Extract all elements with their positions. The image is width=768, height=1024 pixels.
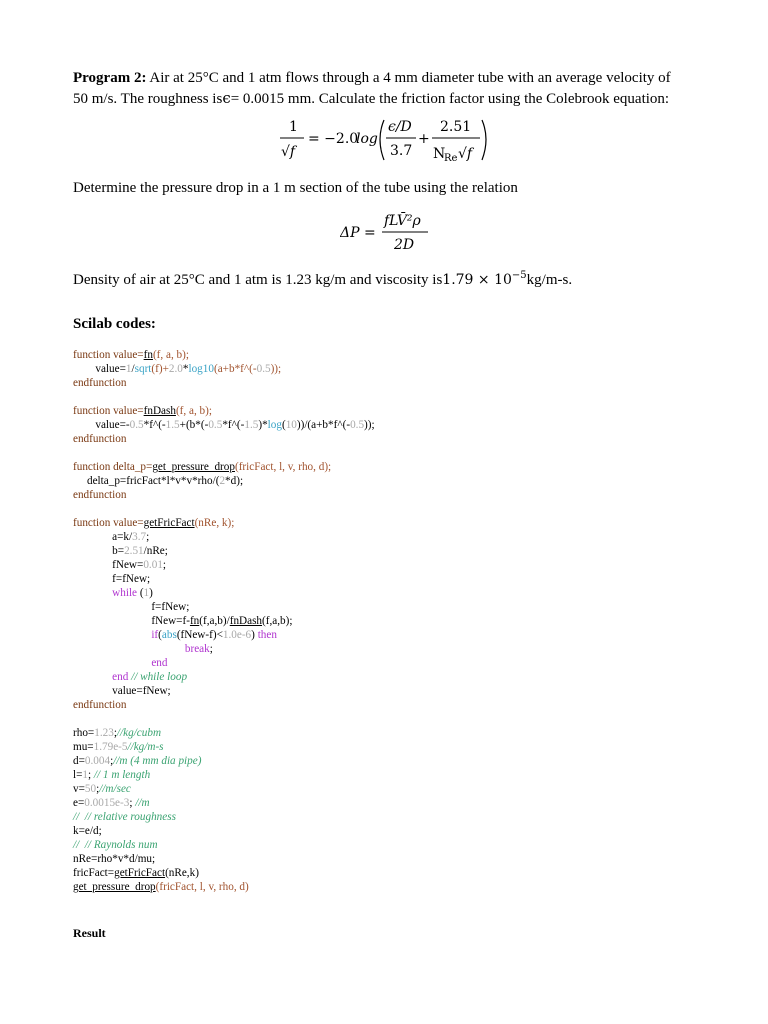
code-line <box>73 488 375 502</box>
code-line <box>73 418 375 432</box>
viscosity-exponent: −5 <box>511 270 527 281</box>
code-token: //m <box>135 797 150 809</box>
term1-denominator: 3.7 <box>390 143 413 159</box>
code-token: (nRe, k); <box>194 517 235 529</box>
log-label: log <box>356 131 378 147</box>
code-token: )); <box>270 363 282 375</box>
pressure-drop-equation <box>340 208 440 256</box>
code-token: / <box>131 363 135 375</box>
code-token: f=fNew; <box>73 573 151 585</box>
code-token: fn <box>189 615 200 627</box>
code-line <box>73 348 375 362</box>
code-line <box>73 558 375 572</box>
code-line <box>73 446 375 460</box>
code-line <box>73 726 375 740</box>
code-token: function delta_p= <box>73 461 153 473</box>
problem-line1: Air at 25°C and 1 atm flows through a 4 mm diameter tube with an average velocity of <box>146 70 671 86</box>
code-line <box>73 656 375 670</box>
code-line <box>73 754 375 768</box>
term2-den-sqrt: √f <box>458 146 473 162</box>
code-token: k=e/d; <box>73 825 102 837</box>
code-line <box>73 810 375 824</box>
code-token: ; <box>110 755 114 767</box>
code-token: ) <box>251 629 258 641</box>
code-token: mu= <box>73 741 94 753</box>
code-token: ) <box>258 419 263 431</box>
code-token: ; <box>129 797 136 809</box>
term2-den-sub: Re <box>444 153 458 164</box>
code-token: getFricFact <box>114 867 166 879</box>
code-token: rho= <box>73 727 95 739</box>
code-token: 0.0015e-3 <box>84 797 130 809</box>
code-token: function value= <box>73 349 144 361</box>
plus-sign: + <box>418 131 430 147</box>
code-token: (f)+ <box>151 363 169 375</box>
code-token: /nRe; <box>143 545 168 557</box>
code-token: ; <box>162 559 167 571</box>
code-token: ( <box>137 587 144 599</box>
code-token: // while loop <box>128 671 188 683</box>
code-token: 1 <box>143 587 150 599</box>
code-token: fnDash <box>229 615 263 627</box>
code-token: 50 <box>84 783 97 795</box>
code-line <box>73 376 375 390</box>
code-token <box>73 629 151 641</box>
result-heading: Result <box>73 926 106 940</box>
code-token: (f, a, b); <box>175 405 212 417</box>
code-token: e= <box>73 797 85 809</box>
code-token: get_pressure_drop <box>73 881 156 893</box>
code-token: ; <box>96 783 100 795</box>
code-token: l= <box>73 769 83 781</box>
code-token: 2 <box>219 475 226 487</box>
code-token: 1 <box>125 363 132 375</box>
code-token: // // relative roughness <box>73 811 176 823</box>
code-token: (f,a,b); <box>262 615 293 627</box>
code-token: endfunction <box>73 489 127 501</box>
pressure-intro: Determine the pressure drop in a 1 m section of the tube using the relation <box>73 180 518 196</box>
code-line <box>73 796 375 810</box>
code-token: fn <box>143 349 153 361</box>
code-token: nRe=rho*v*d/mu; <box>73 853 156 865</box>
code-line <box>73 404 375 418</box>
code-token: +(b*(- <box>179 419 209 431</box>
code-token: //m (4 mm dia pipe) <box>113 755 202 767</box>
code-token: ) <box>149 587 153 599</box>
code-token: * <box>182 363 189 375</box>
code-token: (f, a, b); <box>152 349 189 361</box>
code-token: ( <box>281 419 286 431</box>
code-line <box>73 614 375 628</box>
code-token: end <box>151 657 168 669</box>
code-token <box>73 587 112 599</box>
term2-numerator: 2.51 <box>440 119 472 135</box>
code-token: (nRe,k) <box>165 867 199 879</box>
code-line <box>73 768 375 782</box>
code-line <box>73 586 375 600</box>
code-token: get_pressure_drop <box>152 461 235 473</box>
code-token <box>73 643 185 655</box>
pressure-lhs: ΔP = <box>340 225 376 241</box>
code-line <box>73 362 375 376</box>
code-token: fNew= <box>73 559 144 571</box>
code-token: endfunction <box>73 433 127 445</box>
code-token: ; <box>113 727 117 739</box>
code-token: while <box>112 587 138 599</box>
code-token: function value= <box>73 405 144 417</box>
code-token: *f^(- <box>222 419 245 431</box>
code-token: v= <box>73 783 85 795</box>
code-line <box>73 866 375 880</box>
code-line <box>73 880 375 894</box>
code-token: 0.5 <box>256 363 271 375</box>
code-token: (fNew-f)< <box>176 629 223 641</box>
code-line <box>73 502 375 516</box>
code-token: 2.0 <box>168 363 183 375</box>
code-token: 1.5 <box>165 419 180 431</box>
code-token: 10 <box>285 419 297 431</box>
code-line <box>73 838 375 852</box>
code-token: //kg/cubm <box>116 727 162 739</box>
code-token: function value= <box>73 517 144 529</box>
code-line <box>73 628 375 642</box>
code-line <box>73 530 375 544</box>
lhs-numerator: 1 <box>289 119 298 135</box>
code-line <box>73 516 375 530</box>
code-token: 0.004 <box>84 755 111 767</box>
code-token: 0.5 <box>129 419 144 431</box>
problem-line2b: = 0.0015 mm. Calculate the friction factor using the Colebrook equation: <box>230 91 670 107</box>
code-token: log10 <box>188 363 214 375</box>
code-line <box>73 460 375 474</box>
code-token: abs <box>161 629 177 641</box>
viscosity-unit: kg/m-s. <box>526 272 573 288</box>
code-token: ; <box>146 531 150 543</box>
code-line <box>73 474 375 488</box>
problem-line2: 50 m/s. The roughness is <box>73 91 223 107</box>
code-token: b= <box>73 545 125 557</box>
code-line <box>73 670 375 684</box>
code-token: 1.5 <box>244 419 259 431</box>
viscosity-value: 1.79 × 10 <box>442 272 512 288</box>
code-token: // // Raynolds num <box>73 839 158 851</box>
code-token: endfunction <box>73 699 127 711</box>
code-token: * <box>262 419 268 431</box>
code-token: ; <box>209 643 213 655</box>
code-token: sqrt <box>134 363 152 375</box>
code-token: ))/(a+b*f^(- <box>296 419 351 431</box>
code-token: // 1 m length <box>93 769 151 781</box>
code-token: d= <box>73 755 85 767</box>
term1-numerator: ϵ/D <box>388 119 412 135</box>
program-label: Program 2: <box>73 70 147 86</box>
code-line <box>73 600 375 614</box>
code-token: (f,a,b)/ <box>199 615 230 627</box>
pressure-denominator: 2D <box>394 237 415 253</box>
term2-den-n: N <box>433 146 446 162</box>
code-line <box>73 712 375 726</box>
code-line <box>73 684 375 698</box>
code-token: )); <box>364 419 375 431</box>
code-token: 1.23 <box>94 727 114 739</box>
code-line <box>73 390 375 404</box>
code-token: //kg/m-s <box>127 741 164 753</box>
code-token: delta_p=fricFact*l*v*v*rho/( <box>73 475 220 487</box>
code-token: a=k/ <box>73 531 133 543</box>
code-token: break <box>184 643 210 655</box>
code-block <box>73 348 375 894</box>
code-token: fNew=f- <box>73 615 190 627</box>
code-token: *d); <box>225 475 244 487</box>
code-token: 3.7 <box>132 531 147 543</box>
code-line <box>73 432 375 446</box>
scilab-heading: Scilab codes: <box>73 316 156 332</box>
code-token: value=- <box>73 419 130 431</box>
code-token: ; <box>88 769 94 781</box>
code-line <box>73 698 375 712</box>
code-line <box>73 642 375 656</box>
code-token: 1.0e-6 <box>222 629 252 641</box>
code-token <box>73 657 151 669</box>
code-line <box>73 782 375 796</box>
code-token <box>73 671 112 683</box>
code-token: then <box>257 629 277 641</box>
code-token: (fricFact, l, v, rho, d) <box>155 881 249 893</box>
code-token: 1 <box>82 769 89 781</box>
code-token: (a+b*f^(- <box>213 363 257 375</box>
code-token: endfunction <box>73 377 127 389</box>
code-token: 2.51 <box>124 545 144 557</box>
code-line <box>73 572 375 586</box>
code-token: fnDash <box>143 405 176 417</box>
code-token: value=fNew; <box>73 685 171 697</box>
code-token: getFricFact <box>143 517 195 529</box>
density-text: Density of air at 25°C and 1 atm is 1.23 kg/m and viscosity is <box>73 272 443 288</box>
pressure-numerator: fLV̄²ρ <box>384 213 421 229</box>
code-line <box>73 852 375 866</box>
code-token: ( <box>158 629 162 641</box>
code-token: 0.5 <box>350 419 365 431</box>
code-line <box>73 544 375 558</box>
code-line <box>73 740 375 754</box>
code-line <box>73 824 375 838</box>
density-paragraph <box>73 266 703 290</box>
code-token: f=fNew; <box>73 601 190 613</box>
code-token: //m/sec <box>99 783 131 795</box>
code-token: fricFact= <box>73 867 115 879</box>
code-token: 0.5 <box>208 419 223 431</box>
code-token: log <box>267 419 282 431</box>
code-token: 1.79e-5 <box>93 741 128 753</box>
code-token: (fricFact, l, v, rho, d); <box>234 461 332 473</box>
code-token: *f^(- <box>143 419 166 431</box>
epsilon-symbol: ϵ <box>222 89 231 107</box>
code-token: if <box>151 629 159 641</box>
equals-coefficient: = −2.0 <box>308 131 359 147</box>
code-token: end <box>112 671 129 683</box>
problem-paragraph <box>73 68 703 109</box>
lhs-denominator: √f <box>281 144 296 160</box>
code-token: value= <box>73 363 126 375</box>
colebrook-equation <box>276 114 496 166</box>
code-token: 0.01 <box>143 559 163 571</box>
